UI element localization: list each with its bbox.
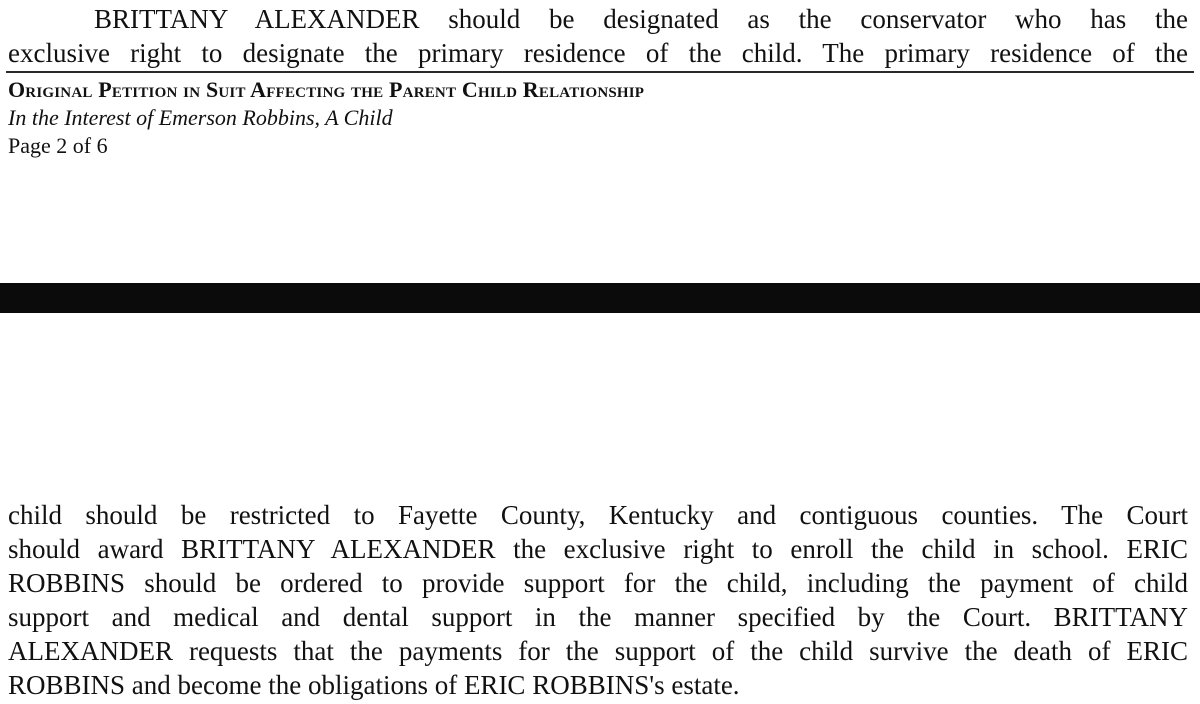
paragraph-line: should award BRITTANY ALEXANDER the exclusive right to enroll the child in school. ERIC — [8, 534, 1188, 564]
footer-divider-rule — [6, 71, 1194, 73]
paragraph-line: ALEXANDER requests that the payments for the support of the child survive the death of ERIC — [8, 636, 1188, 666]
footer-page-number: Page 2 of 6 — [8, 133, 108, 158]
paragraph-line: ROBBINS should be ordered to provide support for the child, including the payment of child — [8, 568, 1188, 598]
paragraph-line: BRITTANY ALEXANDER should be designated as the conservator who has the — [94, 4, 1188, 34]
page-break-bar — [0, 283, 1200, 313]
paragraph-line: exclusive right to designate the primary residence of the child. The primary residence of the — [8, 38, 1188, 68]
bottom-paragraph — [8, 498, 1188, 702]
footer-case-caption: In the Interest of Emerson Robbins, A Child — [8, 105, 393, 130]
page-footer — [8, 76, 644, 160]
paragraph-line: ROBBINS and become the obligations of ERIC ROBBINS's estate. — [8, 670, 740, 700]
paragraph-line: support and medical and dental support in the manner specified by the Court. BRITTANY — [8, 602, 1188, 632]
paragraph-line: child should be restricted to Fayette County, Kentucky and contiguous counties. The Court — [8, 500, 1188, 530]
footer-document-title: Original Petition in Suit Affecting the Parent Child Relationship — [8, 77, 645, 102]
top-paragraph — [8, 2, 1188, 70]
